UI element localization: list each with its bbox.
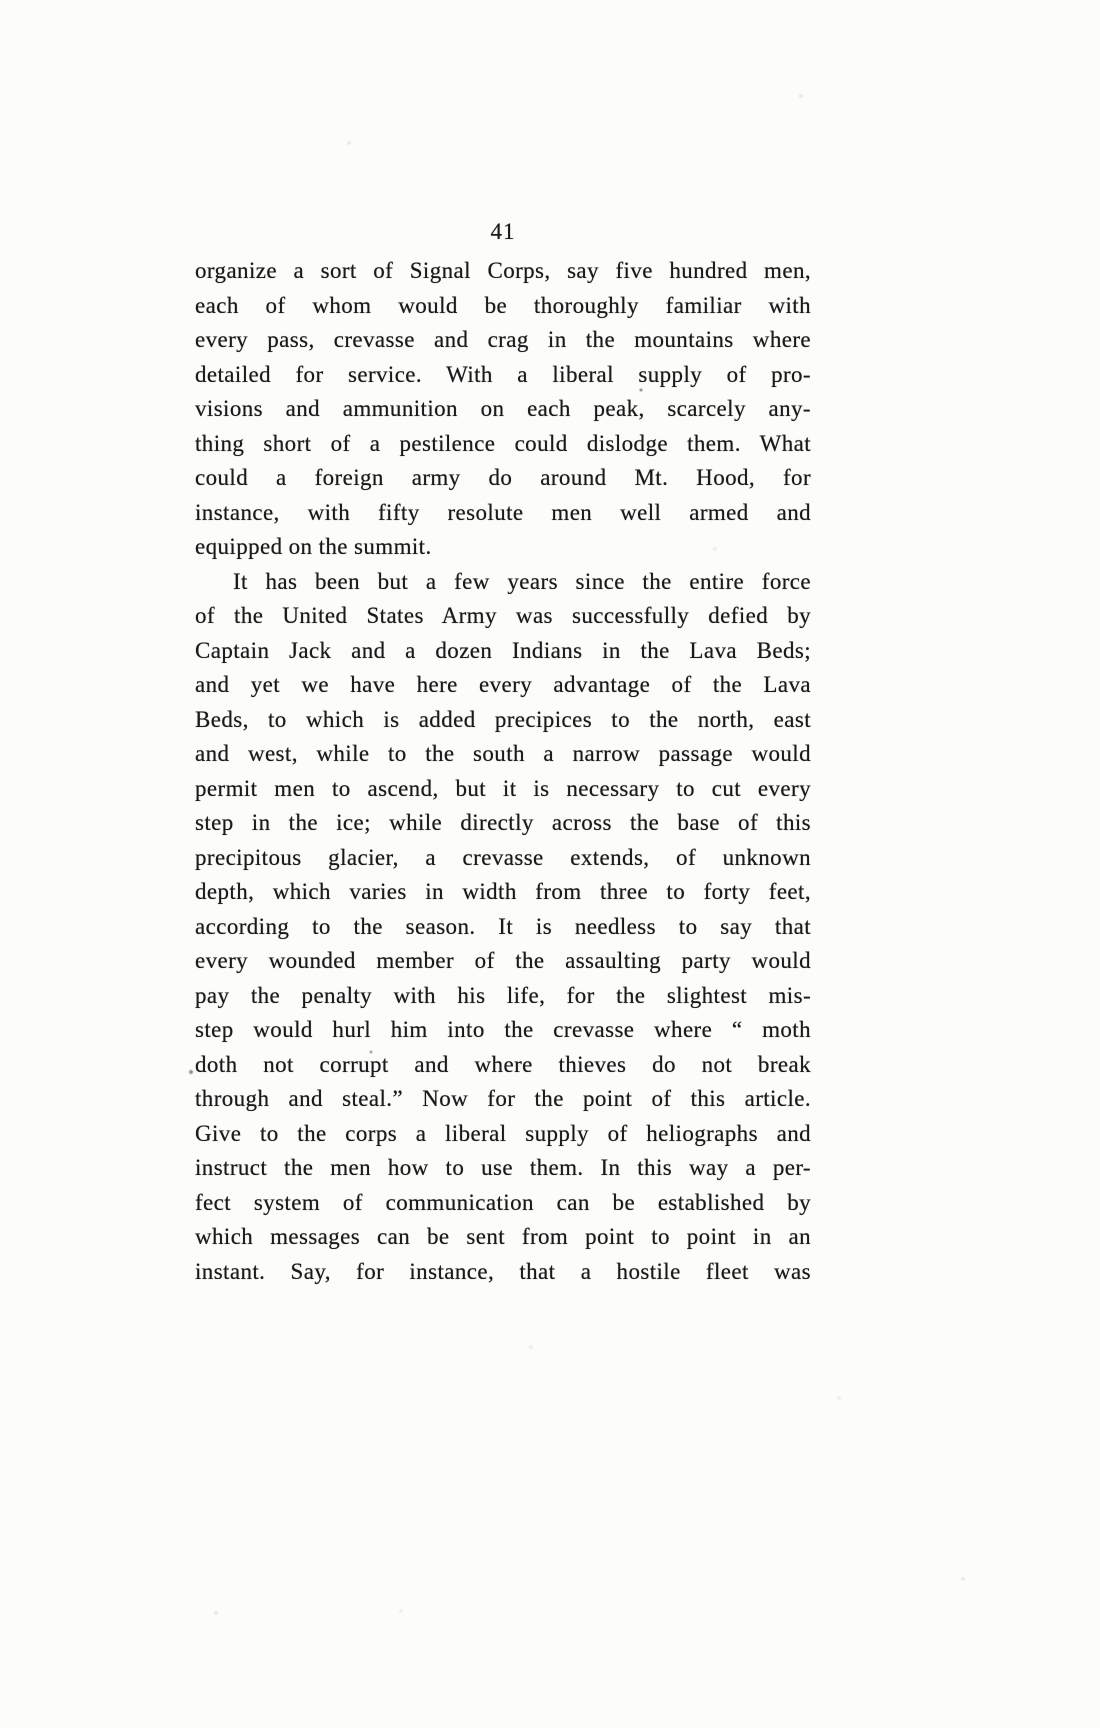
text-line: step in the ice; while directly across the base of this	[195, 810, 811, 835]
text-line: doth not corrupt and where thieves do not break	[195, 1051, 811, 1077]
text-line: organize a sort of Signal Corps, say five hundred men,	[195, 258, 811, 283]
scan-specks	[0, 0, 2, 2]
text-line: step would hurl him into the crevasse where “ moth	[195, 1017, 811, 1042]
text-line: instant. Say, for instance, that a hostile fleet was	[195, 1258, 811, 1284]
text-line: precipitous glacier, a crevasse extends, of unknown	[195, 844, 811, 870]
text-line: according to the season. It is needless to say that	[195, 913, 811, 939]
text-line: every wounded member of the assaulting party would	[195, 948, 811, 973]
text-line: permit men to ascend, but it is necessary to cut every	[195, 775, 811, 801]
text-line: each of whom would be thoroughly familiar with	[195, 292, 811, 318]
paragraph	[195, 254, 811, 565]
text-line: fect system of communication can be established by	[195, 1189, 811, 1215]
text-line: instruct the men how to use them. In this way a per-	[195, 1155, 811, 1180]
text-line: through and steal.” Now for the point of this article.	[195, 1086, 811, 1111]
text-line: thing short of a pestilence could dislodge them. What	[195, 430, 811, 456]
text-line: Beds, to which is added precipices to the north, east	[195, 706, 811, 732]
paragraph	[195, 565, 811, 1290]
text-line: Captain Jack and a dozen Indians in the Lava Beds;	[195, 637, 811, 663]
text-line: could a foreign army do around Mt. Hood, for	[195, 465, 811, 490]
text-line: Give to the corps a liberal supply of heliographs and	[195, 1120, 811, 1146]
page-number: 41	[490, 219, 516, 244]
text-line: equipped on the summit.	[195, 534, 432, 559]
text-line: every pass, crevasse and crag in the mountains where	[195, 327, 811, 352]
text-line: pay the penalty with his life, for the slightest mis-	[195, 982, 811, 1008]
text-line: which messages can be sent from point to point in an	[195, 1224, 811, 1249]
text-block	[195, 254, 811, 1289]
text-line: visions and ammunition on each peak, scarcely any-	[195, 396, 811, 421]
text-line: and yet we have here every advantage of the Lava	[195, 672, 811, 697]
text-line: of the United States Army was successfully defied by	[195, 603, 811, 628]
text-line: depth, which varies in width from three to forty feet,	[195, 879, 811, 904]
text-line: instance, with fifty resolute men well armed and	[195, 499, 811, 525]
text-line: and west, while to the south a narrow passage would	[195, 741, 811, 766]
text-line: It has been but a few years since the entire force	[233, 568, 811, 594]
text-line: detailed for service. With a liberal supply of pro-	[195, 361, 811, 387]
